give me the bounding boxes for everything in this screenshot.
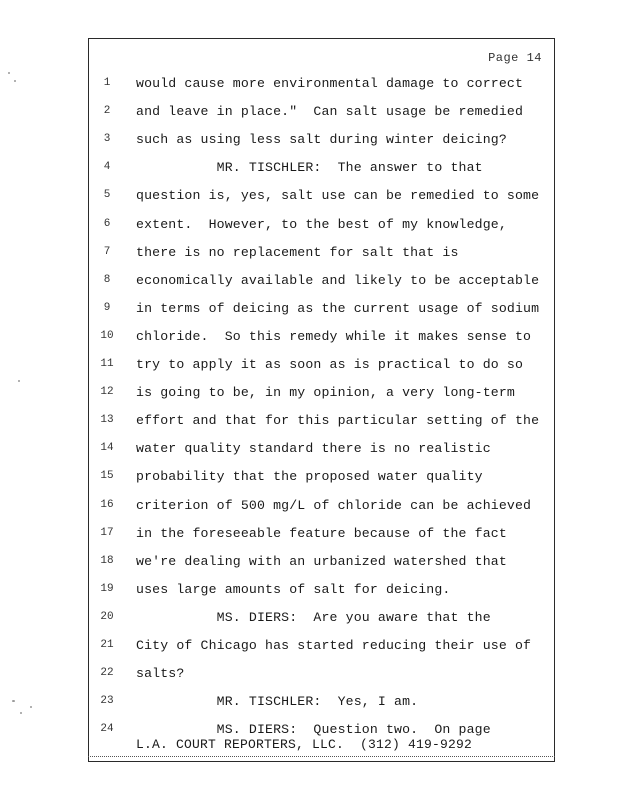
transcript-line: question is, yes, salt use can be remedied to some [136, 188, 540, 204]
line-number: 24 [100, 723, 114, 736]
line-number: 11 [100, 358, 114, 370]
line-number: 19 [100, 582, 114, 595]
line-number: 2 [103, 105, 111, 118]
line-number: 14 [100, 442, 114, 455]
transcript-line: chloride. So this remedy while it makes sense to [136, 328, 532, 344]
transcript-line: and leave in place." Can salt usage be remedied [136, 104, 524, 120]
line-number: 16 [100, 498, 114, 511]
line-number: 20 [100, 610, 114, 623]
line-number: 1 [103, 77, 111, 89]
transcript-line: water quality standard there is no realistic [136, 441, 491, 457]
transcript-line: there is no replacement for salt that is [136, 244, 459, 260]
line-number: 12 [100, 386, 114, 399]
transcript-line: we're dealing with an urbanized watershed that [136, 553, 507, 569]
line-number: 15 [100, 470, 114, 483]
transcript-line: in terms of deicing as the current usage of sodium [136, 300, 540, 316]
line-number: 8 [103, 273, 111, 286]
line-number: 18 [100, 554, 114, 567]
transcript-line: try to apply it as soon as is practical to do so [136, 357, 524, 372]
transcript-line: MS. DIERS: Are you aware that the [136, 609, 491, 625]
transcript-line: MR. TISCHLER: Yes, I am. [136, 694, 419, 710]
line-number: 23 [100, 695, 114, 708]
line-number: 3 [103, 133, 111, 146]
scan-speck [12, 700, 15, 702]
line-number: 9 [103, 301, 111, 314]
transcript-line: is going to be, in my opinion, a very long-term [136, 385, 515, 401]
scan-speck [14, 80, 16, 82]
transcript-line: extent. However, to the best of my knowledge, [136, 216, 507, 232]
scan-speck [20, 712, 22, 714]
transcript-line: probability that the proposed water quality [136, 469, 483, 485]
line-number: 22 [100, 667, 114, 680]
page-bottom-rule [88, 756, 555, 757]
transcript-line: uses large amounts of salt for deicing. [136, 581, 451, 597]
transcript-line: effort and that for this particular setting of the [136, 413, 540, 429]
court-reporter-footer: L.A. COURT REPORTERS, LLC. (312) 419-9292 [136, 737, 473, 752]
transcript-line: in the foreseeable feature because of the fact [136, 525, 507, 541]
transcript-line: such as using less salt during winter deicing? [136, 132, 507, 148]
transcript-line: criterion of 500 mg/L of chloride can be achieved [136, 497, 532, 513]
transcript-line: MR. TISCHLER: The answer to that [136, 160, 483, 176]
scan-speck [18, 380, 20, 382]
line-number: 6 [103, 217, 111, 230]
page-number: Page 14 [488, 51, 542, 65]
transcript-line: would cause more environmental damage to correct [136, 76, 524, 91]
line-number: 17 [100, 526, 114, 539]
line-number: 13 [100, 414, 114, 427]
line-number: 10 [100, 329, 114, 342]
scan-speck [30, 706, 32, 708]
line-number: 4 [103, 161, 111, 174]
line-number: 21 [100, 639, 114, 651]
transcript-line: City of Chicago has started reducing their use of [136, 638, 532, 653]
transcript-line: economically available and likely to be acceptable [136, 272, 540, 288]
line-number: 7 [103, 245, 111, 258]
line-number: 5 [103, 189, 111, 202]
transcript-line: salts? [136, 666, 185, 682]
scan-speck [8, 72, 10, 74]
transcript-line: MS. DIERS: Question two. On page [136, 722, 491, 738]
